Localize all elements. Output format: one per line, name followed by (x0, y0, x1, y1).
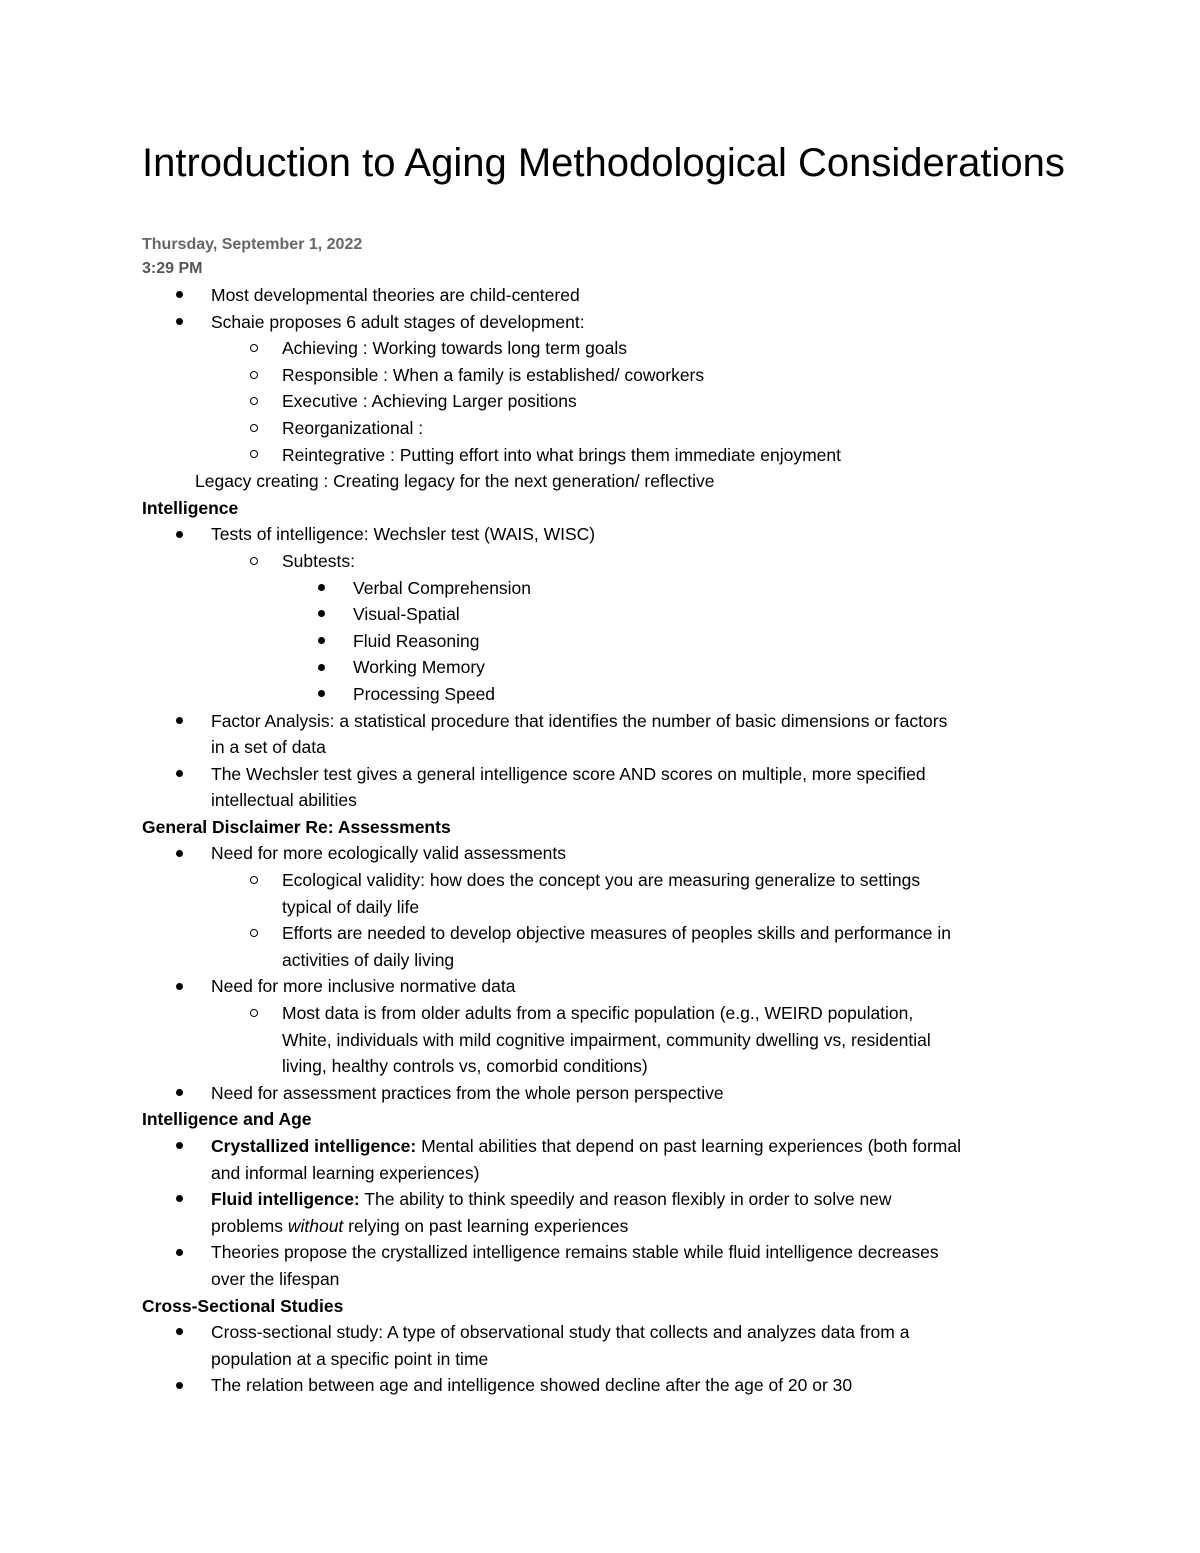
bullet-icon (318, 575, 325, 599)
list-item: Need for assessment practices from the whole person perspective (0, 1080, 1200, 1107)
circle-bullet-icon (250, 362, 258, 386)
list-item-continuation: problems without relying on past learning experiences (211, 1215, 629, 1236)
text-line: Legacy creating : Creating legacy for the next generation/ reflective (195, 471, 715, 492)
circle-bullet-icon (250, 415, 258, 439)
list-item: The Wechsler test gives a general intelligence score AND scores on multiple, more specified (0, 761, 1200, 788)
note-body (0, 282, 1200, 1399)
bullet-icon (176, 1186, 183, 1210)
circle-bullet-icon (250, 1000, 258, 1024)
bullet-icon (318, 681, 325, 705)
section-heading: Intelligence (142, 497, 239, 518)
circle-bullet-icon (250, 335, 258, 359)
list-item: Fluid Reasoning (0, 628, 1200, 655)
list-item: Reorganizational : (0, 415, 1200, 442)
list-item: Efforts are needed to develop objective measures of peoples skills and performance in (0, 920, 1200, 947)
bullet-icon (176, 309, 183, 333)
list-item: Need for more inclusive normative data (0, 973, 1200, 1000)
list-item: Ecological validity: how does the concept you are measuring generalize to settings (0, 867, 1200, 894)
list-item: Working Memory (0, 654, 1200, 681)
bullet-icon (318, 601, 325, 625)
circle-bullet-icon (250, 920, 258, 944)
list-item-continuation: typical of daily life (282, 896, 420, 917)
bullet-icon (176, 840, 183, 864)
list-item: Fluid intelligence: The ability to think speedily and reason flexibly in order to solve new (0, 1186, 1200, 1213)
list-item-continuation: over the lifespan (211, 1268, 340, 1289)
bullet-icon (176, 761, 183, 785)
list-item: Responsible : When a family is established/ coworkers (0, 362, 1200, 389)
bullet-icon (176, 1319, 183, 1343)
list-item-continuation: living, healthy controls vs, comorbid conditions) (282, 1056, 648, 1077)
list-item: Schaie proposes 6 adult stages of development: (0, 309, 1200, 336)
list-item: Theories propose the crystallized intelligence remains stable while fluid intelligence decreases (0, 1239, 1200, 1266)
circle-bullet-icon (250, 867, 258, 891)
bullet-icon (176, 973, 183, 997)
list-item: Achieving : Working towards long term goals (0, 335, 1200, 362)
list-item: Tests of intelligence: Wechsler test (WAIS, WISC) (0, 521, 1200, 548)
bullet-icon (176, 1372, 183, 1396)
list-item: Cross-sectional study: A type of observational study that collects and analyzes data from a (0, 1319, 1200, 1346)
list-item: Verbal Comprehension (0, 575, 1200, 602)
bullet-icon (318, 654, 325, 678)
bullet-icon (176, 1133, 183, 1157)
bullet-icon (176, 1080, 183, 1104)
list-item: Reintegrative : Putting effort into what brings them immediate enjoyment (0, 442, 1200, 469)
list-item-continuation: population at a specific point in time (211, 1348, 489, 1369)
list-item: Executive : Achieving Larger positions (0, 388, 1200, 415)
circle-bullet-icon (250, 388, 258, 412)
list-item-continuation: activities of daily living (282, 949, 455, 970)
bullet-icon (176, 282, 183, 306)
list-item: Subtests: (0, 548, 1200, 575)
bullet-icon (176, 521, 183, 545)
circle-bullet-icon (250, 442, 258, 466)
bullet-icon (318, 628, 325, 652)
section-heading: General Disclaimer Re: Assessments (142, 816, 451, 837)
section-heading: Cross-Sectional Studies (142, 1295, 344, 1316)
list-item-continuation: and informal learning experiences) (211, 1162, 480, 1183)
note-date: Thursday, September 1, 2022 (142, 236, 363, 253)
list-item: The relation between age and intelligence showed decline after the age of 20 or 30 (0, 1372, 1200, 1399)
list-item-continuation: intellectual abilities (211, 790, 357, 811)
list-item: Crystallized intelligence: Mental abilities that depend on past learning experiences (both formal (0, 1133, 1200, 1160)
section-heading: Intelligence and Age (142, 1109, 312, 1130)
page-title: Introduction to Aging Methodological Considerations (142, 141, 1065, 185)
list-item: Visual-Spatial (0, 601, 1200, 628)
list-item-continuation: in a set of data (211, 737, 326, 758)
list-item: Most data is from older adults from a specific population (e.g., WEIRD population, (0, 1000, 1200, 1027)
circle-bullet-icon (250, 548, 258, 572)
bullet-icon (176, 1239, 183, 1263)
bullet-icon (176, 708, 183, 732)
note-time: 3:29 PM (142, 260, 203, 277)
list-item: Factor Analysis: a statistical procedure that identifies the number of basic dimensions or factors (0, 708, 1200, 735)
list-item-continuation: White, individuals with mild cognitive impairment, community dwelling vs, residential (282, 1029, 931, 1050)
list-item: Most developmental theories are child-centered (0, 282, 1200, 309)
list-item: Processing Speed (0, 681, 1200, 708)
list-item: Need for more ecologically valid assessments (0, 840, 1200, 867)
